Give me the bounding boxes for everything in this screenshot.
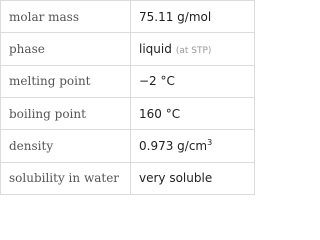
unit-exponent: 3 bbox=[207, 137, 213, 147]
value-text: liquid bbox=[139, 41, 172, 56]
value-text: 0.973 g/cm bbox=[139, 138, 208, 153]
table-row bbox=[1, 130, 255, 162]
property-value-solubility bbox=[131, 162, 255, 194]
table-row bbox=[1, 162, 255, 194]
value-text: 160 °C bbox=[139, 106, 181, 121]
property-label-solubility: solubility in water bbox=[1, 162, 131, 194]
value-text: −2 °C bbox=[139, 74, 175, 89]
table-row bbox=[1, 1, 255, 33]
table-row bbox=[1, 33, 255, 65]
value-text: very soluble bbox=[139, 171, 213, 186]
table-row bbox=[1, 97, 255, 129]
table-row bbox=[1, 65, 255, 97]
property-label-phase: phase bbox=[1, 33, 131, 65]
property-label-melting-point: melting point bbox=[1, 65, 131, 97]
property-value-molar-mass bbox=[131, 1, 255, 33]
property-value-boiling-point bbox=[131, 97, 255, 129]
property-label-boiling-point: boiling point bbox=[1, 97, 131, 129]
value-text: 75.11 g/mol bbox=[139, 9, 212, 24]
property-label-molar-mass: molar mass bbox=[1, 1, 131, 33]
phase-qualifier: (at STP) bbox=[175, 45, 212, 56]
property-label-density: density bbox=[1, 130, 131, 162]
property-value-phase bbox=[131, 33, 255, 65]
property-value-density bbox=[131, 130, 255, 162]
property-value-melting-point bbox=[131, 65, 255, 97]
